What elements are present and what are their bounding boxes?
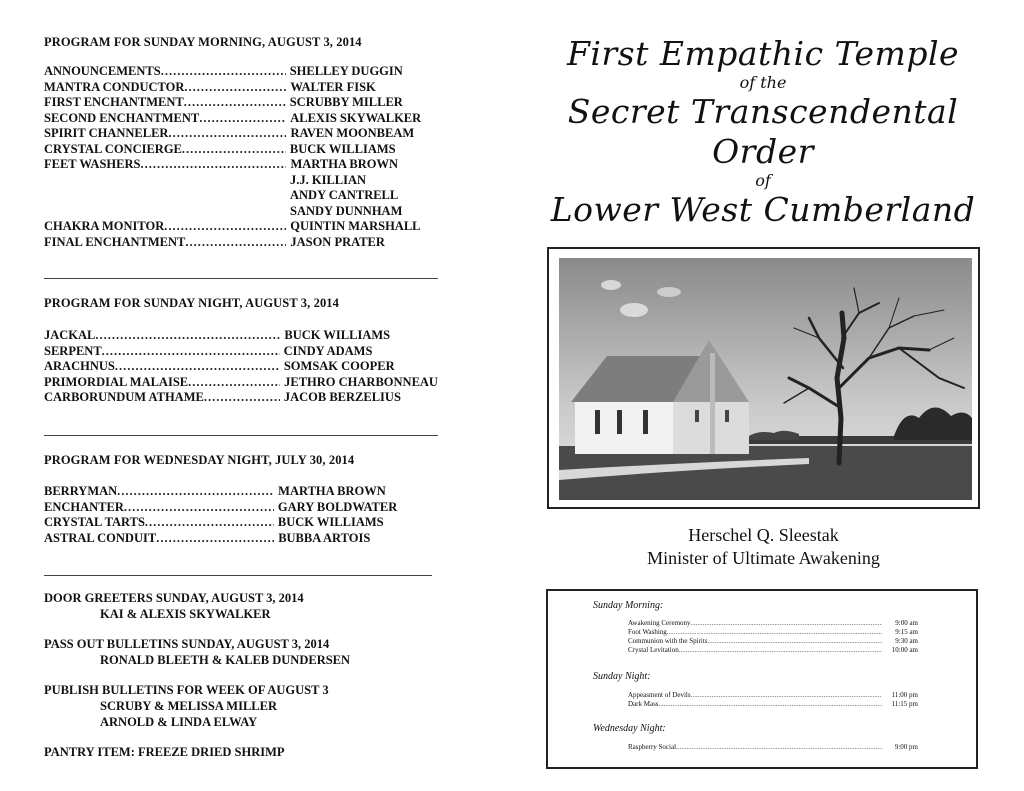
program-row [44,80,424,96]
wednesday-program-title: PROGRAM FOR WEDNESDAY NIGHT, JULY 30, 2014 [44,453,355,467]
schedule-event: Awakening Ceremony [628,619,691,627]
program-name: QUINTIN MARSHALL [290,219,421,233]
program-row [44,64,424,80]
program-row [44,515,404,531]
schedule-event: Raspberry Social [628,743,677,751]
note-heading: PASS OUT BULLETINS SUNDAY, AUGUST 3, 2014 [44,637,330,651]
program-row [44,188,424,204]
program-name: BUBBA ARTOIS [278,530,371,545]
title-line-4: of [755,171,771,190]
schedule-row [628,691,918,700]
dot-leader [199,111,286,127]
dot-leader [659,700,882,709]
program-name: ANDY CANTRELL [290,188,399,202]
program-row [44,142,424,158]
program-role: SECOND ENCHANTMENT [44,110,200,125]
dot-leader [676,743,882,752]
program-name: SHELLEY DUGGIN [289,64,403,78]
dot-leader [204,390,280,406]
program-name: J.J. KILLIAN [290,172,367,187]
schedule-time: 11:15 pm [891,700,918,708]
program-role: ARACHNUS [44,359,115,373]
dot-leader [691,691,882,700]
schedule-time: 11:00 pm [891,691,918,699]
program-role: JACKAL [44,328,96,342]
note-heading: PANTRY ITEM: FREEZE DRIED SHRIMP [44,745,285,759]
program-row [44,375,444,391]
program-row [44,500,404,516]
morning-program-list [44,64,424,250]
title-line-5: Lower West Cumberland [550,190,976,229]
schedule-event: Foot Washing [628,628,667,636]
section-divider [44,435,438,436]
program-row [44,204,424,220]
church-photo-frame [547,247,980,509]
schedule-row [628,619,918,628]
program-row [44,390,444,406]
program-role: PRIMORDIAL MALAISE [44,374,189,389]
program-name: SOMSAK COOPER [283,359,395,373]
program-role: ANNOUNCEMENTS [44,64,161,78]
dot-leader [115,359,280,375]
wednesday-program-list [44,484,404,546]
morning-program-title: PROGRAM FOR SUNDAY MORNING, AUGUST 3, 2014 [44,35,362,49]
temple-title [548,34,978,230]
dot-leader [188,375,280,391]
program-role: SERPENT [44,343,102,358]
program-row [44,484,404,500]
program-row [44,126,424,142]
program-name: BUCK WILLIAMS [289,141,396,156]
schedule-event: Dark Mass [628,700,659,708]
note-line: SCRUBY & MELISSA MILLER [100,699,278,713]
schedule-row [628,637,918,646]
schedule-heading: Wednesday Night: [593,723,666,734]
schedule-row [628,646,918,655]
program-name: MARTHA BROWN [290,157,399,171]
dot-leader [140,157,286,173]
schedule-time: 9:30 am [895,637,918,645]
dot-leader [164,219,286,235]
program-row [44,344,444,360]
program-role: BERRYMAN [44,484,118,498]
dot-leader [708,637,882,646]
church-photo [559,258,972,500]
volunteer-notes [44,590,350,774]
note-heading: DOOR GREETERS SUNDAY, AUGUST 3, 2014 [44,591,304,605]
schedule-row [628,628,918,637]
dot-leader [102,344,280,360]
schedule-time: 10:00 am [891,646,918,654]
program-row [44,328,444,344]
note-heading: PUBLISH BULLETINS FOR WEEK OF AUGUST 3 [44,683,329,697]
program-role: ENCHANTER [44,499,124,514]
dot-leader [156,531,274,547]
section-divider [44,278,438,279]
schedule-event: Crystal Levitation [628,646,679,654]
program-role: ASTRAL CONDUIT [44,530,157,545]
program-name: WALTER FISK [290,79,376,94]
schedule-list [628,743,918,752]
program-role: CRYSTAL CONCIERGE [44,141,182,156]
program-name: BUCK WILLIAMS [284,328,391,342]
title-line-1: First Empathic Temple [566,34,960,73]
dot-leader [679,646,882,655]
program-row [44,157,424,173]
dot-leader [667,628,882,637]
schedule-list [628,619,918,655]
note-block [44,682,350,730]
schedule-event: Communion with the Spirits [628,637,708,645]
service-schedule-box [546,589,978,769]
dot-leader [95,328,280,344]
night-program-list [44,328,444,406]
program-name: RAVEN MOONBEAM [290,126,415,140]
program-name: JETHRO CHARBONNEAU [284,374,438,389]
program-row [44,111,424,127]
program-name: JASON PRATER [290,234,385,249]
program-name: GARY BOLDWATER [277,499,398,514]
minister-role: Minister of Ultimate Awakening [647,548,880,568]
section-divider [44,575,432,576]
program-name: CINDY ADAMS [283,343,373,358]
note-line: KAI & ALEXIS SKYWALKER [100,607,271,621]
program-row [44,359,444,375]
schedule-time: 9:15 am [895,628,918,636]
dot-leader [161,64,286,80]
dot-leader [182,142,286,158]
program-role: CHAKRA MONITOR [44,219,165,233]
program-name: SANDY DUNNHAM [290,203,403,218]
schedule-heading: Sunday Morning: [593,600,664,611]
minister-name: Herschel Q. Sleestak [688,525,839,545]
dot-leader [117,484,274,500]
note-line: ARNOLD & LINDA ELWAY [100,715,258,729]
note-block [44,636,350,668]
schedule-time: 9:00 am [895,619,918,627]
program-name: BUCK WILLIAMS [277,515,384,529]
program-role: SPIRIT CHANNELER [44,126,169,140]
schedule-list [628,691,918,709]
minister-block [547,524,980,570]
program-name: ALEXIS SKYWALKER [290,110,422,125]
program-row [44,219,424,235]
schedule-time: 9:00 pm [894,743,918,751]
dot-leader [691,619,882,628]
title-line-2: of the [739,73,787,92]
program-name: JACOB BERZELIUS [283,390,401,404]
program-name: MARTHA BROWN [278,484,386,498]
note-line: RONALD BLEETH & KALEB DUNDERSEN [100,653,351,667]
program-row [44,173,424,189]
schedule-row [628,743,918,752]
program-row [44,235,424,251]
dot-leader [185,235,286,251]
schedule-heading: Sunday Night: [593,671,651,682]
dot-leader [184,80,286,96]
dot-leader [145,515,274,531]
program-role: CRYSTAL TARTS [44,515,145,529]
program-role: MANTRA CONDUCTOR [44,79,185,94]
note-block [44,744,350,760]
program-role: FINAL ENCHANTMENT [44,234,186,249]
dot-leader [168,126,286,142]
program-role: CARBORUNDUM ATHAME [44,390,204,404]
program-row [44,531,404,547]
schedule-event: Appeasment of Devils [628,691,691,699]
title-line-3: Secret Transcendental Order [567,92,959,171]
program-role: FIRST ENCHANTMENT [44,95,184,109]
schedule-row [628,700,918,709]
program-name: SCRUBBY MILLER [289,95,403,109]
night-program-title: PROGRAM FOR SUNDAY NIGHT, AUGUST 3, 2014 [44,296,339,310]
note-block [44,590,350,622]
dot-leader [124,500,274,516]
dot-leader [184,95,286,111]
program-row [44,95,424,111]
program-role: FEET WASHERS [44,157,141,171]
